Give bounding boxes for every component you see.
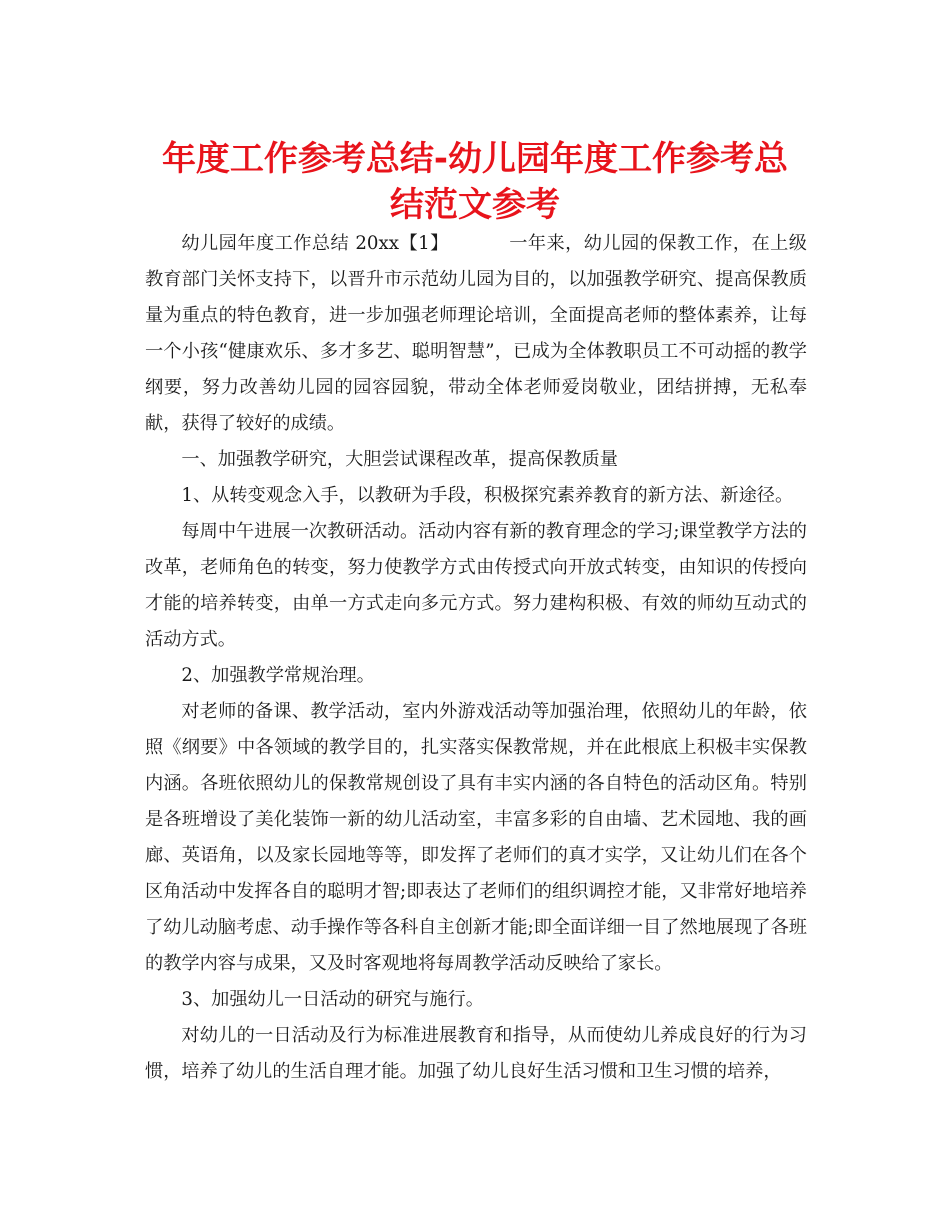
paragraph-intro — [145, 226, 807, 442]
document-body — [145, 226, 807, 1090]
subsection-heading-2: 2、加强教学常规治理。 — [181, 665, 375, 686]
paragraph-text: 对老师的备课、教学活动，室内外游戏活动等加强治理，依照幼儿的年龄，依照《纲要》中各领域的教学目的，扎实落实保教常规，并在此根底上积极丰实保教内涵。各班依照幼儿的保教常规创设了具有丰实内涵的各自特色的活动区角。特别是各班增设了美化装饰一新的幼儿活动室，丰富多彩的自由墙、艺术园地、我的画廊、英语角，以及家长园地等等，即发挥了老师们的真才实学，又让幼儿们在各个区角活动中发挥各自的聪明才智;即表达了老师们的组织调控才能，又非常好地培养了幼儿动脑考虑、动手操作等各科自主创新才能;即全面详细一目了然地展现了各班的教学内容与成果，又及时客观地将每周教学活动反映给了家长。 — [145, 701, 807, 974]
intro-heading: 幼儿园年度工作总结 20xx【1】 — [181, 233, 449, 254]
paragraph-text: 一年来，幼儿园的保教工作，在上级教育部门关怀支持下，以晋升市示范幼儿园为目的，以加强教学研究、提高保教质量为重点的特色教育，进一步加强老师理论培训，全面提高老师的整体素养，让每一个小孩“健康欢乐、多才多艺、聪明智慧”，已成为全体教职员工不可动摇的教学纲要，努力改善幼儿园的园容园貌，带动全体老师爱岗敬业，团结拼搏，无私奉献，获得了较好的成绩。 — [145, 233, 807, 434]
document-title: 年度工作参考总结-幼儿园年度工作参考总结范文参考 — [161, 139, 789, 225]
paragraph-text: 对幼儿的一日活动及行为标准进展教育和指导，从而使幼儿养成良好的行为习惯，培养了幼儿的生活自理才能。加强了幼儿良好生活习惯和卫生习惯的培养， — [145, 1025, 807, 1082]
subsection-heading-3: 3、加强幼儿一日活动的研究与施行。 — [181, 989, 484, 1010]
paragraph-text: 每周中午进展一次教研活动。活动内容有新的教育理念的学习;课堂教学方法的改革，老师角色的转变，努力使教学方式由传授式向开放式转变，由知识的传授向才能的培养转变，由单一方式走向多元方式。努力建构积极、有效的师幼互动式的活动方式。 — [145, 521, 807, 650]
section-heading-1: 一、加强教学研究，大胆尝试课程改革，提高保教质量 — [181, 449, 618, 470]
subsection-heading-1: 1、从转变观念入手，以教研为手段，积极探究素养教育的新方法、新途径。 — [181, 485, 794, 506]
